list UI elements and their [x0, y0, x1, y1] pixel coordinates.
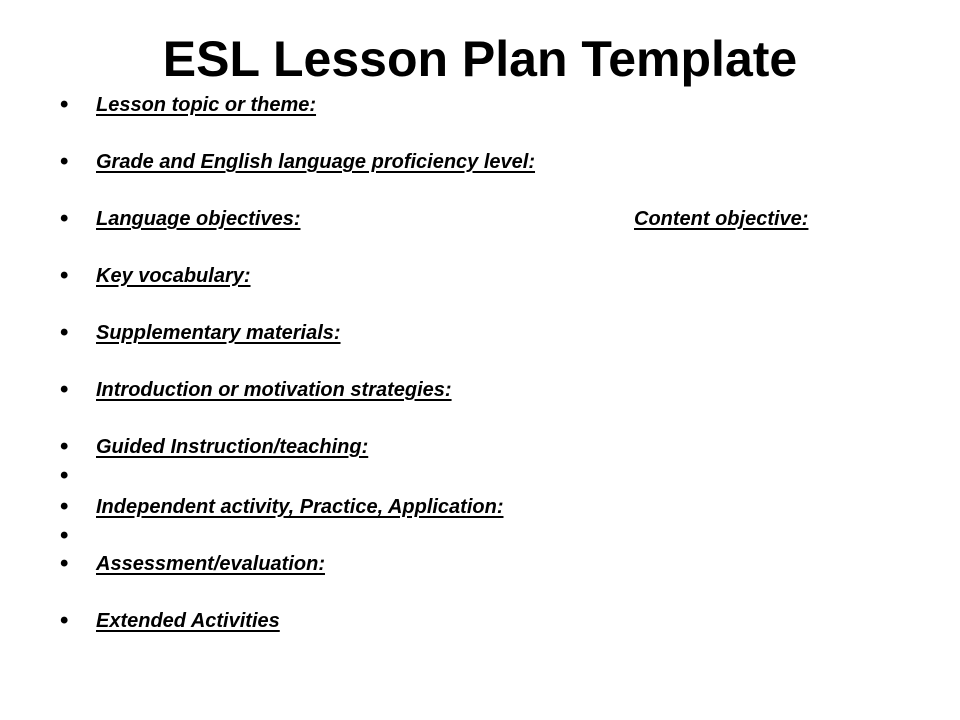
- assessment-evaluation-label: Assessment/evaluation:: [96, 553, 325, 575]
- supplementary-materials-label: Supplementary materials:: [96, 322, 341, 344]
- list-item-objectives: [60, 202, 940, 236]
- list-item-empty: [60, 459, 940, 493]
- bullet-icon: •: [60, 205, 69, 232]
- grade-level-label: Grade and English language proficiency level:: [96, 151, 536, 173]
- list-item-grade-level: [60, 145, 940, 179]
- bullet-icon: •: [60, 522, 69, 549]
- bullet-icon: •: [60, 376, 69, 403]
- list-item-assessment: [60, 547, 940, 581]
- list-item-supplementary-materials: [60, 316, 940, 350]
- bullet-icon: •: [60, 319, 69, 346]
- bullet-icon: •: [60, 607, 69, 634]
- extended-activities-label: Extended Activities: [96, 610, 280, 632]
- list-item-introduction: [60, 373, 940, 407]
- guided-instruction-label: Guided Instruction/teaching:: [96, 436, 369, 458]
- list-item-lesson-topic: [60, 88, 940, 122]
- list-item-extended-activities: [60, 604, 940, 638]
- bullet-icon: •: [60, 262, 69, 289]
- lesson-topic-label: Lesson topic or theme:: [96, 94, 317, 116]
- bullet-icon: •: [60, 550, 69, 577]
- bullet-icon: •: [60, 493, 69, 520]
- independent-activity-label: Independent activity, Practice, Application:: [96, 496, 504, 518]
- bullet-icon: •: [60, 433, 69, 460]
- introduction-strategies-label: Introduction or motivation strategies:: [96, 379, 452, 401]
- language-objectives-label: Language objectives:: [96, 208, 301, 230]
- page-title: ESL Lesson Plan Template: [162, 31, 798, 87]
- bullet-icon: •: [60, 148, 69, 175]
- bullet-icon: •: [60, 91, 69, 118]
- key-vocabulary-label: Key vocabulary:: [96, 265, 251, 287]
- list-item-key-vocabulary: [60, 259, 940, 293]
- bullet-icon: •: [60, 462, 69, 489]
- content-objective-label: Content objective:: [634, 208, 809, 230]
